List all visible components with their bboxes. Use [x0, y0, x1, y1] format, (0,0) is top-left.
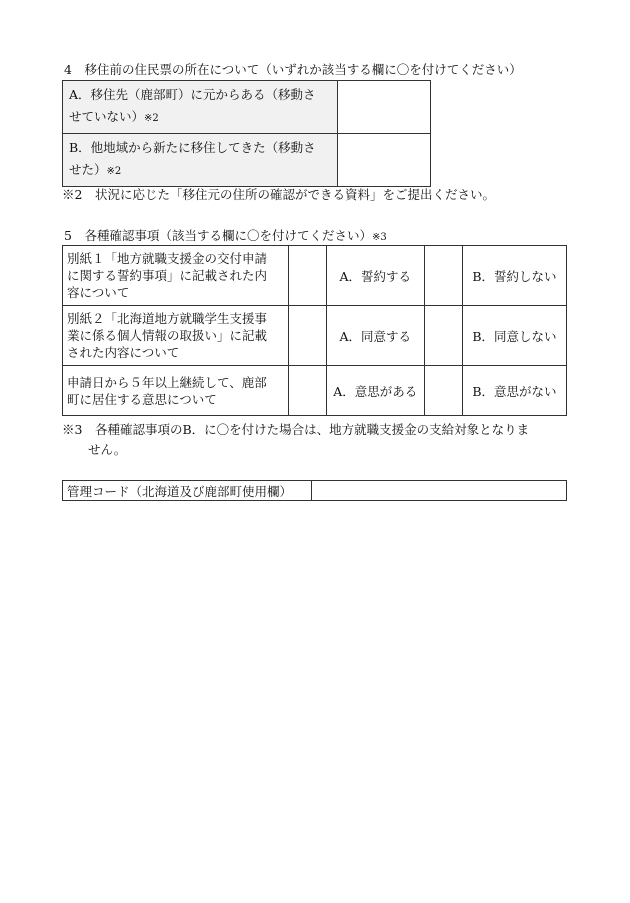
- admin-code-field[interactable]: [312, 481, 567, 501]
- residence-option-b-line1: B．他地域から新たに移住してきた（移動さ: [69, 140, 316, 155]
- pledge-b-checkbox[interactable]: [424, 246, 462, 306]
- residence-option-b-checkbox[interactable]: [338, 134, 431, 187]
- residence-option-b-note-mark: ※2: [106, 166, 122, 177]
- intent-option-a: A．意思がある: [326, 366, 424, 416]
- residence-row-b: [63, 134, 431, 187]
- residence-option-a-line1: A．移住先（鹿部町）に元からある（移動さ: [69, 87, 316, 102]
- confirmation-item-2-line2: 業に係る個人情報の取扱い」に記載: [67, 328, 268, 343]
- confirmation-item-2: [63, 306, 289, 366]
- confirmation-item-2-line3: された内容について: [67, 345, 180, 360]
- section5-note-line2: せん。: [88, 442, 127, 457]
- confirmation-table: [62, 245, 567, 416]
- pledge-option-a: A．誓約する: [326, 246, 424, 306]
- intent-option-b: B．意思がない: [462, 366, 566, 416]
- section4-heading: 4 移住前の住民票の所在について（いずれか該当する欄に〇を付けてください）: [64, 62, 522, 77]
- residence-option-b-line2: せた）: [69, 162, 107, 177]
- confirmation-item-1-line1: 別紙１「地方就職支援金の交付申請: [67, 251, 268, 266]
- section5-note-line1: ※3 各種確認事項のB．に〇を付けた場合は、地方就職支援金の支給対象となりま: [62, 422, 530, 437]
- section5-heading-mark: ※3: [371, 232, 387, 243]
- confirmation-item-1: [63, 246, 289, 306]
- consent-option-a: A．同意する: [326, 306, 424, 366]
- admin-code-row: [63, 481, 567, 501]
- residence-row-a: [63, 81, 431, 134]
- residence-option-b-line2-wrap: [69, 159, 331, 183]
- consent-option-b: B．同意しない: [462, 306, 566, 366]
- residence-option-a-checkbox[interactable]: [338, 81, 431, 134]
- residence-option-b: [63, 134, 338, 187]
- confirmation-item-3-line2: 町に居住する意思について: [67, 391, 217, 407]
- consent-a-checkbox[interactable]: [288, 306, 326, 366]
- intent-a-checkbox[interactable]: [288, 366, 326, 416]
- confirmation-item-3: [63, 366, 289, 416]
- intent-b-checkbox[interactable]: [424, 366, 462, 416]
- residence-option-a: [63, 81, 338, 134]
- residence-table: [62, 80, 431, 187]
- confirmation-row-1: [63, 246, 567, 306]
- confirmation-item-3-line1: 申請日から５年以上継続して、鹿部: [67, 374, 267, 390]
- admin-code-label: 管理コード（北海道及び鹿部町使用欄）: [63, 481, 312, 501]
- section4-note: ※2 状況に応じた「移住元の住所の確認ができる資料」をご提出ください。: [62, 187, 495, 202]
- pledge-a-checkbox[interactable]: [288, 246, 326, 306]
- section5-heading: 5 各種確認事項（該当する欄に〇を付けてください）: [64, 228, 372, 243]
- residence-option-a-line2-wrap: [69, 106, 331, 130]
- residence-option-a-line2: せていない）: [69, 109, 145, 124]
- confirmation-row-2: [63, 306, 567, 366]
- pledge-option-b: B．誓約しない: [462, 246, 566, 306]
- confirmation-item-1-line3: 容について: [67, 285, 130, 300]
- residence-option-a-note-mark: ※2: [144, 113, 159, 124]
- section5-heading-wrap: [64, 228, 387, 246]
- confirmation-item-2-line1: 別紙２「北海道地方就職学生支援事: [67, 311, 268, 326]
- confirmation-row-3: [63, 366, 567, 416]
- consent-b-checkbox[interactable]: [424, 306, 462, 366]
- confirmation-item-1-line2: に関する誓約事項」に記載された内: [67, 268, 268, 283]
- admin-code-table: [62, 480, 567, 501]
